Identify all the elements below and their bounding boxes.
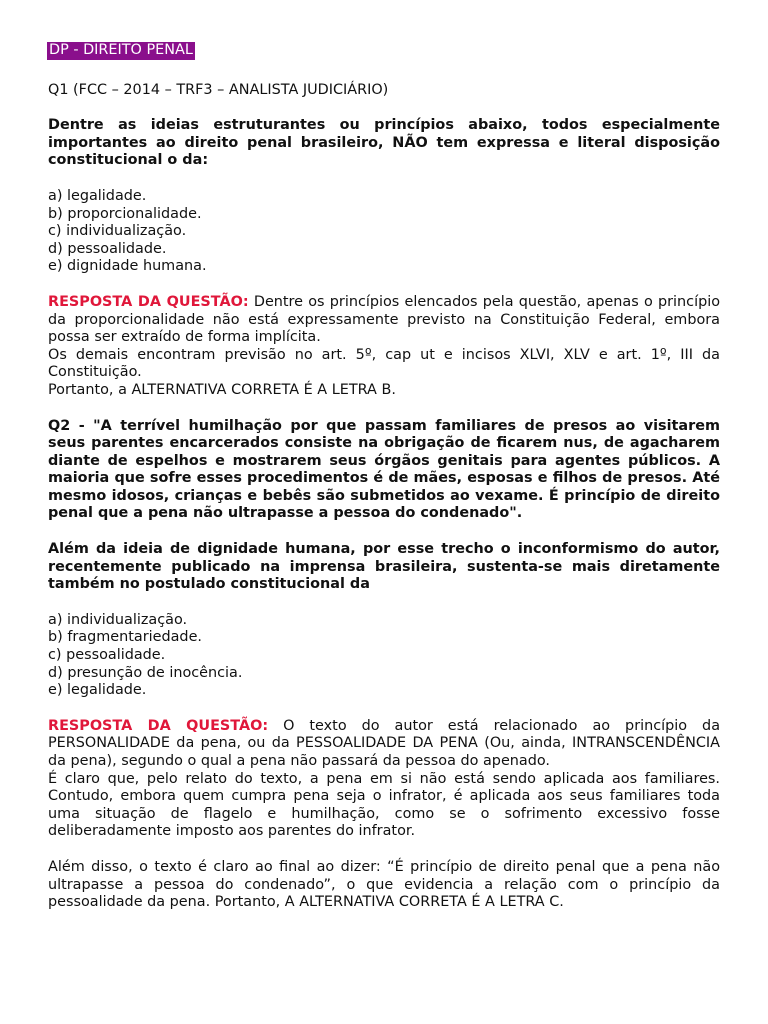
question-2-answer-p3: Além disso, o texto é claro ao final ao dizer: “É princípio de direito penal que a pena não ultrapasse a pessoa do condenado”, o que evidencia a relação com o princípio da pessoalidade da pena. Portanto, A ALTERNATIVA CORRETA É A LETRA C.: [48, 858, 720, 911]
question-2-answer-p2: É claro que, pelo relato do texto, a pena em si não está sendo aplicada aos familiares. Contudo, embora quem cumpra pena seja o infrator, é aplicada aos seus familiares toda uma situação de flagelo e humilhação, como se o sofrimento excessivo fosse deliberadamente imposto aos parentes do infrator.: [48, 770, 720, 840]
question-1-answer: [48, 294, 720, 347]
option-d: d) pessoalidade.: [48, 240, 167, 257]
question-1-header: Q1 (FCC – 2014 – TRF3 – ANALISTA JUDICIÁRIO): [48, 81, 389, 98]
question-2-answer: [48, 718, 720, 771]
question-2-quote: Q2 - "A terrível humilhação por que passam familiares de presos ao visitarem seus parentes encarcerados consiste na obrigação de ficarem nus, de agacharem diante de espelhos e mostrarem seus órgãos genitais para agentes públicos. A maioria que sofre esses procedimentos é de mães, esposas e filhos de presos. Até mesmo idosos, crianças e bebês são submetidos ao vexame. É princípio de direito penal que a pena não ultrapasse a pessoa do condenado".: [48, 417, 720, 522]
option-a: a) individualização.: [48, 611, 188, 628]
question-1-statement: Dentre as ideias estruturantes ou princípios abaixo, todos especialmente importantes ao direito penal brasileiro, NÃO tem expressa e literal disposição constitucional o da:: [48, 117, 720, 169]
answer-label: RESPOSTA DA QUESTÃO:: [48, 293, 249, 310]
section-header: [48, 42, 720, 60]
question-1-answer-p2: Os demais encontram previsão no art. 5º, cap ut e incisos XLVI, XLV e art. 1º, III da Constituição.: [48, 346, 720, 381]
option-b: b) proporcionalidade.: [48, 205, 202, 222]
option-c: c) individualização.: [48, 223, 187, 240]
question-2-options: [48, 612, 720, 700]
option-c: c) pessoalidade.: [48, 647, 166, 664]
option-a: a) legalidade.: [48, 187, 147, 204]
option-e: e) legalidade.: [48, 682, 147, 699]
option-d: d) presunção de inocência.: [48, 664, 243, 681]
option-b: b) fragmentariedade.: [48, 629, 202, 646]
option-e: e) dignidade humana.: [48, 258, 207, 275]
answer-label: RESPOSTA DA QUESTÃO:: [48, 717, 269, 734]
answer-text: O texto do autor está relacionado ao princípio da PERSONALIDADE da pena, ou da PESSOALIDADE DA PENA (Ou, ainda, INTRANSCENDÊNCIA da pena), segundo o qual a pena não passará da pessoa do apenado.: [48, 717, 721, 769]
question-1-answer-p3: Portanto, a ALTERNATIVA CORRETA É A LETRA B.: [48, 381, 396, 398]
question-2-statement: Além da ideia de dignidade humana, por esse trecho o inconformismo do autor, recentemente publicado na imprensa brasileira, sustenta-se mais diretamente também no postulado constitucional da: [48, 541, 720, 593]
section-title: DP - DIREITO PENAL: [49, 42, 193, 58]
answer-text: Dentre os princípios elencados pela questão, apenas o princípio da proporcionalidade não está expressamente previsto na Constituição Federal, embora possa ser extraído de forma implícita.: [48, 293, 721, 346]
question-1-options: [48, 188, 720, 276]
